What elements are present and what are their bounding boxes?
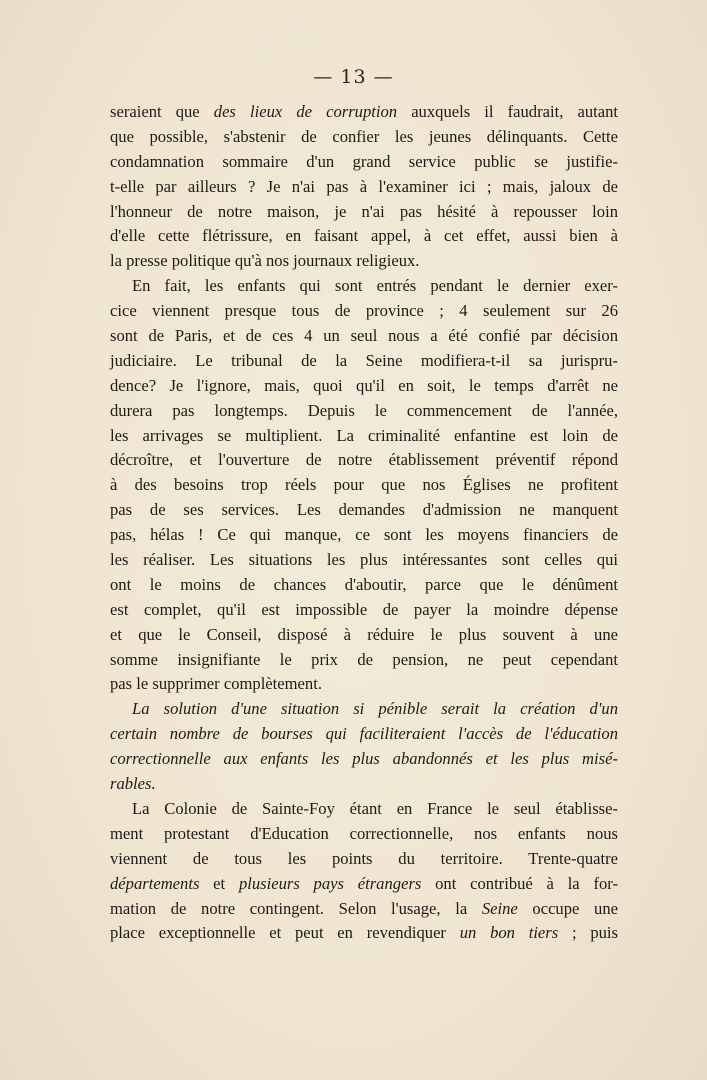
text-segment: et que le Conseil, disposé à réduire le plus souvent à une [110,624,618,644]
text-line [110,872,618,897]
text-segment: les réaliser. Les situations les plus intéressantes sont celles qui [110,550,618,570]
text-line [110,722,618,747]
text-line [110,921,618,946]
text-segment: ont le moins de chances d'aboutir, parce que le dénûment [110,574,618,594]
text-segment: cice viennent presque tous de province ; 4 seulement sur 26 [110,301,618,321]
text-line [110,573,618,598]
text-line [110,772,618,797]
text-segment: ; puis [558,923,618,943]
text-line [110,175,618,200]
text-line [110,847,618,872]
text-line [110,623,618,648]
text-segment: t-elle par ailleurs ? Je n'ai pas à l'examiner ici ; mais, jaloux de [110,176,618,196]
text-segment: la presse politique qu'à nos journaux religieux. [110,251,420,271]
text-line [110,797,618,822]
italic-text-segment: plusieurs pays étrangers [238,873,422,893]
text-line [110,224,618,249]
text-line [110,324,618,349]
italic-text-segment: La solution d'une situation si pénible serait la création d'un [132,699,618,719]
text-segment: ment protestant d'Education correctionnelle, nos enfants nous [110,823,618,843]
text-line [110,424,618,449]
italic-text-segment: un bon tiers [459,923,559,943]
italic-text-segment: des lieux de corruption [213,102,398,121]
text-line [110,672,618,697]
text-segment: décroître, et l'ouverture de notre établissement préventif répond [110,450,618,470]
text-segment: occupe une [517,898,618,918]
text-line [110,498,618,523]
text-line [110,697,618,722]
italic-text-segment: rables. [110,774,156,794]
text-segment: condamnation sommaire d'un grand service public se justifie- [110,151,618,171]
text-segment: et [199,873,239,893]
text-line [110,200,618,225]
text-line [110,349,618,374]
text-segment: dence? Je l'ignore, mais, quoi qu'il en soit, le temps d'arrêt ne [110,375,618,395]
body-text [110,100,618,946]
text-segment: judiciaire. Le tribunal de la Seine modifiera-t-il sa jurispru- [110,350,618,370]
text-segment: pas, hélas ! Ce qui manque, ce sont les moyens financiers de [110,525,618,545]
text-line [110,249,618,274]
text-segment: place exceptionnelle et peut en revendiquer [110,923,460,943]
text-line [110,374,618,399]
page-number: — 13 — [313,66,394,88]
text-segment: ont contribué à la for- [421,873,618,893]
text-line [110,100,618,125]
text-segment: d'elle cette flétrissure, en faisant appel, à cet effet, aussi bien à [110,226,618,246]
italic-text-segment: correctionnelle aux enfants les plus abandonnés et les plus misé- [110,749,618,769]
text-segment: auxquels il faudrait, autant [397,102,618,121]
text-segment: est complet, qu'il est impossible de payer la moindre dépense [110,599,618,619]
text-segment: pas le supprimer complètement. [110,674,322,694]
text-line [110,274,618,299]
text-line [110,897,618,922]
text-segment: à des besoins trop réels pour que nos Églises ne profitent [110,475,618,495]
text-line [110,747,618,772]
text-line [110,822,618,847]
text-line [110,125,618,150]
text-line [110,150,618,175]
text-segment: En fait, les enfants qui sont entrés pendant le dernier exer- [132,276,618,296]
italic-text-segment: certain nombre de bourses qui faciliteraient l'accès de l'éducation [110,724,618,744]
text-segment: mation de notre contingent. Selon l'usage, la [110,898,482,918]
italic-text-segment: Seine [481,898,518,918]
text-line [110,299,618,324]
text-line [110,548,618,573]
text-line [110,648,618,673]
text-segment: durera pas longtemps. Depuis le commencement de l'année, [110,400,618,420]
text-segment: que possible, s'abstenir de confier les jeunes délinquants. Cette [110,126,618,146]
text-line [110,399,618,424]
text-segment: l'honneur de notre maison, je n'ai pas hésité à repousser loin [110,201,618,221]
text-segment: seraient que [110,102,214,121]
text-segment: La Colonie de Sainte-Foy étant en France le seul établisse- [132,798,618,818]
text-line [110,473,618,498]
text-line [110,598,618,623]
text-segment: somme insignifiante le prix de pension, ne peut cependant [110,649,618,669]
text-segment: pas de ses services. Les demandes d'admission ne manquent [110,500,618,520]
text-segment: sont de Paris, et de ces 4 un seul nous a été confié par décision [110,326,618,346]
text-segment: les arrivages se multiplient. La criminalité enfantine est loin de [110,425,618,445]
text-segment: viennent de tous les points du territoire. Trente-quatre [110,848,618,868]
text-line [110,523,618,548]
italic-text-segment: départements [110,873,200,893]
text-line [110,448,618,473]
